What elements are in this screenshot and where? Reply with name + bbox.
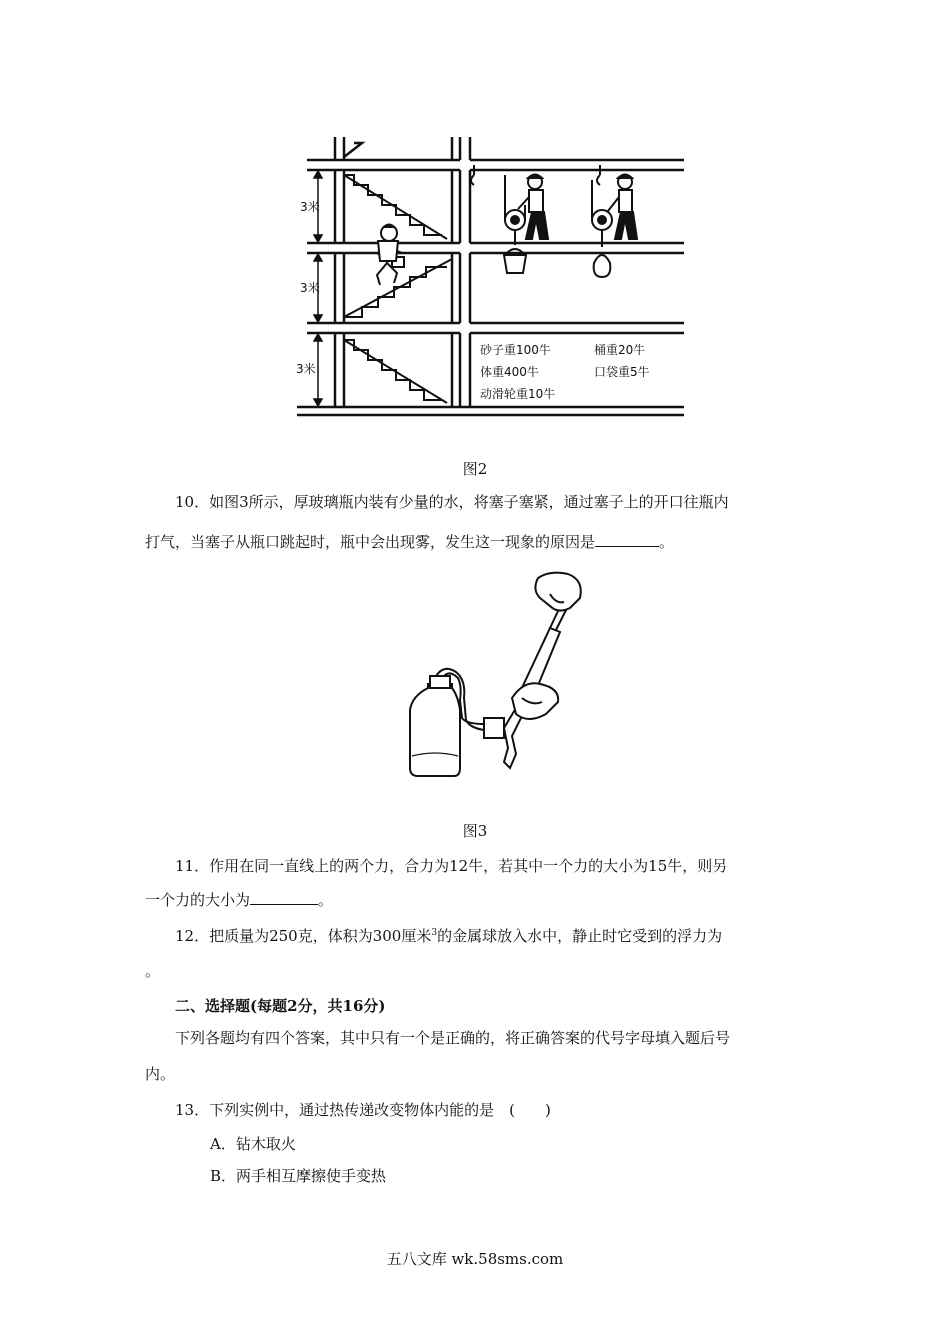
sand-weight-label: 砂子重100牛 (480, 343, 551, 357)
question-12-text-a: 12．把质量为250克，体积为300厘米 (175, 927, 432, 945)
bucket-weight-label: 桶重20牛 (594, 343, 646, 357)
question-11-line-2 (145, 884, 810, 916)
question-10-blank (595, 532, 659, 547)
question-10-line-2 (145, 526, 810, 558)
question-13-option-b: B．两手相互摩擦使手变热 (210, 1167, 387, 1185)
worker-figures-icon (518, 175, 637, 240)
child-climbing-icon (377, 225, 404, 286)
section-2-heading: 二、选择题(每题2分，共16分) (175, 997, 386, 1015)
height-label-1: 3米 (300, 200, 320, 214)
figure-3-bottle-pump (400, 568, 590, 780)
figure-3-caption: 图3 (462, 822, 488, 840)
figure-2-caption: 图2 (462, 460, 488, 478)
question-10-text: 打气，当塞子从瓶口跳起时，瓶中会出现雾，发生这一现象的原因是 (145, 533, 596, 551)
question-12-superscript: 3 (431, 928, 438, 938)
figure-2-stairs-pulleys (292, 135, 688, 420)
question-11-line-1: 11．作用在同一直线上的两个力，合力为12牛，若其中一个力的大小为15牛，则另 (175, 857, 728, 875)
question-11-text: 一个力的大小为 (145, 891, 251, 909)
question-11-end: 。 (318, 891, 334, 909)
height-label-3: 3米 (296, 362, 316, 376)
section-2-intro-line-2: 内。 (145, 1065, 176, 1083)
page-footer: 五八文库 wk.58sms.com (386, 1250, 564, 1268)
question-12-line-1 (145, 920, 810, 952)
section-2-intro-line-1: 下列各题均有四个答案，其中只有一个是正确的，将正确答案的代号字母填入题后号 (175, 1029, 731, 1047)
height-label-2: 3米 (300, 281, 320, 295)
body-weight-label: 体重400牛 (480, 365, 539, 379)
pulley-weight-label: 动滑轮重10牛 (480, 387, 556, 401)
question-13-option-a: A．钻木取火 (210, 1135, 296, 1153)
question-11-blank (250, 890, 318, 905)
question-10-line-1: 10．如图3所示，厚玻璃瓶内装有少量的水，将塞子塞紧，通过塞子上的开口往瓶内 (175, 493, 729, 511)
question-12-line-2: 。 (145, 962, 161, 980)
bag-weight-label: 口袋重5牛 (594, 365, 650, 379)
question-10-end: 。 (659, 533, 675, 551)
question-12-text-b: 的金属球放入水中，静止时它受到的浮力为 (437, 927, 723, 945)
question-13-stem: 13．下列实例中，通过热传递改变物体内能的是 ( ) (175, 1101, 551, 1119)
